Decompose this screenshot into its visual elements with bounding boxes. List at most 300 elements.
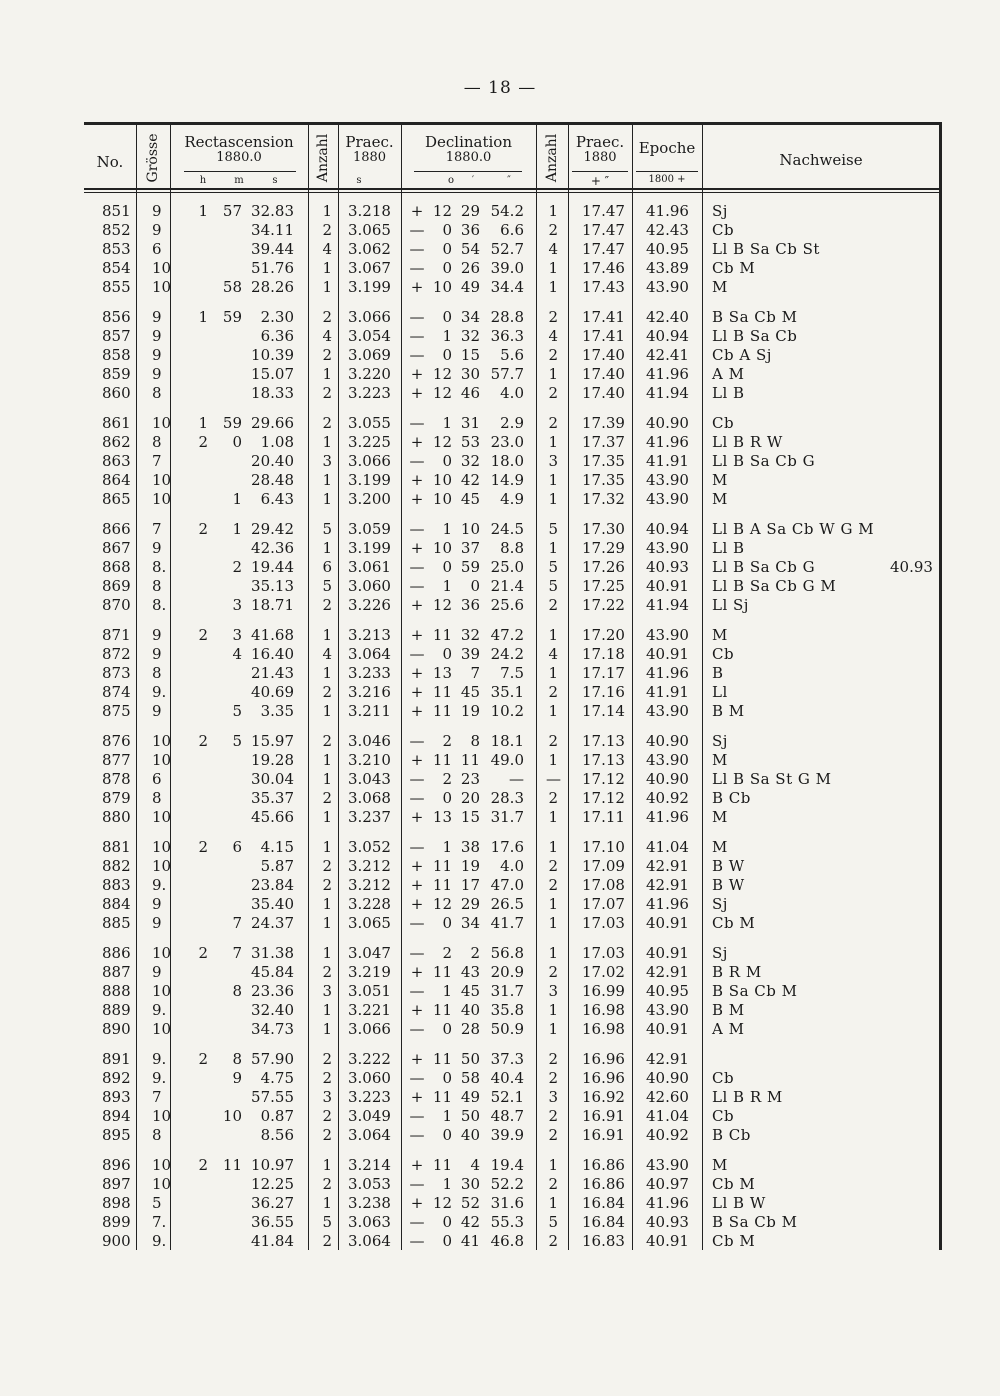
cell-references: Ll B R W — [712, 433, 783, 451]
cell-decl-degrees: 0 — [442, 346, 452, 364]
cell-decl-count: 1 — [548, 626, 558, 644]
cell-epoch: 41.04 — [646, 838, 689, 856]
cell-decl-sign: + — [410, 1088, 424, 1106]
cell-decl-precession: 16.99 — [582, 982, 625, 1000]
table-row — [84, 558, 942, 577]
cell-decl-minutes: 19 — [460, 702, 480, 720]
cell-decl-sign: + — [410, 664, 424, 682]
table-row — [84, 278, 942, 297]
cell-magnitude: 9 — [152, 327, 162, 345]
cell-ra-seconds: 19.28 — [251, 751, 294, 769]
cell-decl-precession: 17.16 — [582, 683, 625, 701]
cell-magnitude: 9 — [152, 539, 162, 557]
cell-ra-seconds: 35.13 — [251, 577, 294, 595]
cell-epoch: 43.90 — [646, 751, 689, 769]
cell-star-number: 852 — [102, 221, 131, 239]
cell-decl-sign: + — [410, 702, 424, 720]
cell-decl-minutes: 54 — [460, 240, 480, 258]
cell-ra-seconds: 41.68 — [251, 626, 294, 644]
cell-ra-minutes: 0 — [232, 433, 242, 451]
cell-decl-precession: 17.02 — [582, 963, 625, 981]
cell-epoch: 43.90 — [646, 471, 689, 489]
cell-decl-degrees: 0 — [442, 914, 452, 932]
cell-decl-minutes: 42 — [460, 471, 480, 489]
cell-decl-precession: 17.11 — [582, 808, 625, 826]
cell-epoch: 42.60 — [646, 1088, 689, 1106]
cell-decl-sign: + — [410, 1050, 424, 1068]
cell-references: B — [712, 664, 724, 682]
cell-ra-count: 1 — [322, 1156, 332, 1174]
cell-ra-seconds: 15.07 — [251, 365, 294, 383]
cell-epoch: 42.91 — [646, 963, 689, 981]
cell-decl-degrees: 11 — [432, 751, 452, 769]
table-top-rule — [84, 122, 942, 125]
cell-magnitude: 9 — [152, 221, 162, 239]
cell-ra-count: 4 — [322, 327, 332, 345]
cell-decl-seconds: 57.7 — [490, 365, 524, 383]
cell-star-number: 884 — [102, 895, 131, 913]
cell-decl-count: 1 — [548, 1194, 558, 1212]
cell-ra-seconds: 10.97 — [251, 1156, 294, 1174]
cell-star-number: 851 — [102, 202, 131, 220]
cell-ra-minutes: 58 — [222, 278, 242, 296]
cell-ra-precession: 3.238 — [348, 1194, 391, 1212]
cell-ra-count: 4 — [322, 645, 332, 663]
cell-ra-seconds: 30.04 — [251, 770, 294, 788]
cell-epoch: 42.41 — [646, 346, 689, 364]
cell-decl-seconds: 21.4 — [490, 577, 524, 595]
cell-magnitude: 10 — [152, 1156, 172, 1174]
cell-ra-hours: 2 — [198, 626, 208, 644]
cell-magnitude: 9. — [152, 1232, 167, 1250]
cell-decl-minutes: 38 — [460, 838, 480, 856]
cell-decl-sign: — — [409, 1175, 425, 1193]
table-row — [84, 1088, 942, 1107]
cell-decl-sign: + — [410, 490, 424, 508]
cell-decl-count: 4 — [548, 645, 558, 663]
cell-epoch: 43.90 — [646, 539, 689, 557]
cell-decl-count: 1 — [548, 490, 558, 508]
header-bottom-rule — [84, 188, 942, 190]
cell-decl-sign: — — [409, 1213, 425, 1231]
cell-epoch: 41.96 — [646, 202, 689, 220]
cell-star-number: 880 — [102, 808, 131, 826]
cell-ra-minutes: 5 — [232, 732, 242, 750]
cell-ra-precession: 3.210 — [348, 751, 391, 769]
cell-decl-sign: — — [409, 732, 425, 750]
epoche-sub-rule — [636, 171, 698, 172]
cell-star-number: 879 — [102, 789, 131, 807]
decl-sub-rule — [414, 171, 522, 172]
cell-decl-sign: + — [410, 808, 424, 826]
cell-ra-seconds: 20.40 — [251, 452, 294, 470]
header-epoche-unit: 1800 + — [648, 174, 686, 185]
cell-decl-seconds: 8.8 — [500, 539, 524, 557]
cell-ra-minutes: 59 — [222, 308, 242, 326]
cell-decl-minutes: 23 — [460, 770, 480, 788]
cell-ra-count: 1 — [322, 751, 332, 769]
cell-ra-minutes: 8 — [232, 982, 242, 1000]
cell-star-number: 897 — [102, 1175, 131, 1193]
table-row — [84, 1107, 942, 1126]
cell-decl-degrees: 11 — [432, 876, 452, 894]
cell-magnitude: 9 — [152, 202, 162, 220]
cell-ra-count: 4 — [322, 240, 332, 258]
cell-ra-minutes: 3 — [232, 626, 242, 644]
cell-decl-sign: — — [409, 1020, 425, 1038]
cell-star-number: 857 — [102, 327, 131, 345]
cell-ra-precession: 3.051 — [348, 982, 391, 1000]
cell-ra-minutes: 2 — [232, 558, 242, 576]
cell-decl-sign: — — [409, 645, 425, 663]
cell-ra-seconds: 0.87 — [260, 1107, 294, 1125]
cell-references: Ll B — [712, 384, 745, 402]
cell-references: M — [712, 838, 728, 856]
cell-epoch: 40.92 — [646, 789, 689, 807]
cell-decl-minutes: 41 — [460, 1232, 480, 1250]
cell-magnitude: 7 — [152, 1088, 162, 1106]
cell-ra-seconds: 6.43 — [260, 490, 294, 508]
cell-decl-precession: 17.13 — [582, 732, 625, 750]
cell-decl-minutes: 34 — [460, 308, 480, 326]
cell-star-number: 855 — [102, 278, 131, 296]
table-row — [84, 259, 942, 278]
cell-decl-sign: + — [410, 857, 424, 875]
cell-magnitude: 6 — [152, 240, 162, 258]
cell-decl-minutes: 29 — [460, 895, 480, 913]
cell-ra-precession: 3.052 — [348, 838, 391, 856]
cell-ra-precession: 3.046 — [348, 732, 391, 750]
cell-ra-count: 2 — [322, 1126, 332, 1144]
cell-decl-count: — — [546, 770, 561, 788]
cell-decl-degrees: 12 — [432, 365, 452, 383]
table-row — [84, 1194, 942, 1213]
cell-decl-seconds: 55.3 — [490, 1213, 524, 1231]
cell-decl-minutes: 17 — [460, 876, 480, 894]
cell-decl-seconds: 24.5 — [490, 520, 524, 538]
cell-ra-precession: 3.212 — [348, 876, 391, 894]
cell-star-number: 854 — [102, 259, 131, 277]
cell-decl-precession: 17.12 — [582, 789, 625, 807]
cell-ra-count: 1 — [322, 626, 332, 644]
cell-ra-seconds: 45.66 — [251, 808, 294, 826]
cell-star-number: 883 — [102, 876, 131, 894]
cell-decl-sign: — — [409, 789, 425, 807]
cell-ra-hours: 1 — [198, 202, 208, 220]
cell-decl-sign: — — [409, 982, 425, 1000]
cell-decl-precession: 17.29 — [582, 539, 625, 557]
cell-ra-count: 1 — [322, 539, 332, 557]
cell-decl-seconds: 25.0 — [490, 558, 524, 576]
cell-ra-seconds: 28.26 — [251, 278, 294, 296]
cell-ra-minutes: 1 — [232, 490, 242, 508]
cell-star-number: 853 — [102, 240, 131, 258]
cell-decl-precession: 17.46 — [582, 259, 625, 277]
cell-ra-seconds: 12.25 — [251, 1175, 294, 1193]
cell-epoch: 41.96 — [646, 1194, 689, 1212]
cell-references: M — [712, 751, 728, 769]
header-praec-ra-unit: s — [356, 175, 362, 186]
header-praec-ra: Praec. — [345, 133, 394, 151]
ra-sub-rule — [184, 171, 296, 172]
cell-star-number: 882 — [102, 857, 131, 875]
cell-epoch: 41.94 — [646, 596, 689, 614]
cell-decl-degrees: 0 — [442, 1213, 452, 1231]
cell-decl-minutes: 45 — [460, 982, 480, 1000]
cell-ra-hours: 1 — [198, 308, 208, 326]
cell-ra-seconds: 34.73 — [251, 1020, 294, 1038]
cell-ra-count: 2 — [322, 1175, 332, 1193]
cell-epoch: 41.91 — [646, 683, 689, 701]
cell-decl-seconds: 2.9 — [500, 414, 524, 432]
cell-references: Ll B Sa Cb St — [712, 240, 820, 258]
cell-magnitude: 7. — [152, 1213, 167, 1231]
cell-decl-degrees: 11 — [432, 963, 452, 981]
cell-references: M — [712, 278, 728, 296]
cell-ra-seconds: 6.36 — [260, 327, 294, 345]
cell-references: B R M — [712, 963, 762, 981]
table-row — [84, 308, 942, 327]
cell-decl-seconds: — — [509, 770, 524, 788]
cell-epoch: 41.96 — [646, 664, 689, 682]
table-row — [84, 202, 942, 221]
table-row — [84, 1020, 942, 1039]
cell-references: Sj — [712, 732, 728, 750]
cell-magnitude: 10 — [152, 808, 172, 826]
header-decl-epoch: 1880.0 — [445, 150, 492, 165]
cell-decl-degrees: 11 — [432, 1156, 452, 1174]
cell-ra-count: 1 — [322, 259, 332, 277]
cell-references: Ll Sj — [712, 596, 749, 614]
cell-decl-count: 4 — [548, 240, 558, 258]
cell-magnitude: 7 — [152, 452, 162, 470]
cell-epoch: 40.90 — [646, 1069, 689, 1087]
cell-ra-seconds: 31.38 — [251, 944, 294, 962]
cell-decl-minutes: 26 — [460, 259, 480, 277]
cell-decl-count: 1 — [548, 1001, 558, 1019]
cell-magnitude: 8 — [152, 1126, 162, 1144]
cell-magnitude: 8 — [152, 384, 162, 402]
cell-decl-sign: + — [410, 433, 424, 451]
cell-references: B Sa Cb M — [712, 308, 798, 326]
cell-decl-minutes: 50 — [460, 1050, 480, 1068]
header-epoche: Epoche — [638, 139, 696, 157]
cell-star-number: 881 — [102, 838, 131, 856]
cell-magnitude: 10 — [152, 1175, 172, 1193]
cell-epoch: 41.96 — [646, 433, 689, 451]
cell-star-number: 860 — [102, 384, 131, 402]
cell-references: Ll B W — [712, 1194, 766, 1212]
cell-magnitude: 10 — [152, 751, 172, 769]
cell-ra-seconds: 29.66 — [251, 414, 294, 432]
cell-decl-seconds: 4.0 — [500, 857, 524, 875]
table-row — [84, 520, 942, 539]
cell-epoch: 41.96 — [646, 895, 689, 913]
cell-decl-minutes: 20 — [460, 789, 480, 807]
table-row — [84, 384, 942, 403]
cell-decl-minutes: 4 — [470, 1156, 480, 1174]
cell-ra-hours: 2 — [198, 944, 208, 962]
cell-decl-minutes: 15 — [460, 346, 480, 364]
cell-ra-count: 2 — [322, 683, 332, 701]
cell-decl-degrees: 12 — [432, 433, 452, 451]
cell-decl-precession: 17.26 — [582, 558, 625, 576]
cell-epoch: 41.96 — [646, 808, 689, 826]
cell-decl-precession: 16.98 — [582, 1001, 625, 1019]
cell-decl-minutes: 7 — [470, 664, 480, 682]
cell-ra-precession: 3.053 — [348, 1175, 391, 1193]
cell-magnitude: 8 — [152, 664, 162, 682]
cell-magnitude: 7 — [152, 520, 162, 538]
star-catalog-table — [84, 122, 942, 1250]
cell-ra-seconds: 28.48 — [251, 471, 294, 489]
cell-decl-sign: — — [409, 308, 425, 326]
cell-decl-seconds: 23.0 — [490, 433, 524, 451]
cell-references: B Cb — [712, 789, 751, 807]
cell-ra-minutes: 8 — [232, 1050, 242, 1068]
cell-references: M — [712, 471, 728, 489]
cell-decl-seconds: 39.9 — [490, 1126, 524, 1144]
table-row — [84, 539, 942, 558]
cell-decl-degrees: 11 — [432, 1050, 452, 1068]
cell-epoch: 43.90 — [646, 278, 689, 296]
cell-magnitude: 10 — [152, 278, 172, 296]
table-row — [84, 414, 942, 433]
cell-decl-sign: + — [410, 1156, 424, 1174]
cell-decl-sign: + — [410, 278, 424, 296]
cell-decl-precession: 17.41 — [582, 308, 625, 326]
cell-references: B Cb — [712, 1126, 751, 1144]
cell-decl-precession: 16.91 — [582, 1126, 625, 1144]
cell-ra-count: 2 — [322, 1069, 332, 1087]
cell-references: M — [712, 808, 728, 826]
cell-decl-count: 1 — [548, 278, 558, 296]
cell-decl-sign: + — [410, 895, 424, 913]
cell-ra-hours: 1 — [198, 414, 208, 432]
table-row — [84, 1001, 942, 1020]
cell-decl-seconds: 14.9 — [490, 471, 524, 489]
cell-decl-minutes: 0 — [470, 577, 480, 595]
cell-decl-precession: 17.43 — [582, 278, 625, 296]
cell-ra-hours: 2 — [198, 433, 208, 451]
cell-epoch: 40.91 — [646, 914, 689, 932]
cell-references: B Sa Cb M — [712, 1213, 798, 1231]
cell-decl-count: 1 — [548, 702, 558, 720]
table-row — [84, 944, 942, 963]
cell-star-number: 862 — [102, 433, 131, 451]
cell-decl-degrees: 0 — [442, 1232, 452, 1250]
cell-decl-count: 2 — [548, 1107, 558, 1125]
cell-references: Cb — [712, 221, 735, 239]
cell-ra-count: 1 — [322, 664, 332, 682]
cell-magnitude: 9 — [152, 346, 162, 364]
table-row — [84, 963, 942, 982]
cell-decl-count: 2 — [548, 1069, 558, 1087]
cell-ra-seconds: 10.39 — [251, 346, 294, 364]
cell-references: B Sa Cb M — [712, 982, 798, 1000]
cell-star-number: 872 — [102, 645, 131, 663]
cell-decl-sign: — — [409, 1232, 425, 1250]
cell-decl-count: 2 — [548, 1175, 558, 1193]
cell-star-number: 869 — [102, 577, 131, 595]
header-no: No. — [96, 153, 124, 171]
cell-ra-precession: 3.233 — [348, 664, 391, 682]
cell-decl-seconds: 17.6 — [490, 838, 524, 856]
cell-ra-count: 1 — [322, 202, 332, 220]
cell-references: Ll B Sa Cb — [712, 327, 798, 345]
table-row — [84, 770, 942, 789]
cell-epoch: 43.90 — [646, 702, 689, 720]
cell-magnitude: 9 — [152, 895, 162, 913]
cell-decl-precession: 17.10 — [582, 838, 625, 856]
cell-decl-precession: 17.35 — [582, 471, 625, 489]
cell-epoch: 43.90 — [646, 490, 689, 508]
cell-decl-degrees: 12 — [432, 384, 452, 402]
cell-decl-sign: + — [410, 202, 424, 220]
cell-references: Cb M — [712, 259, 756, 277]
cell-decl-precession: 16.86 — [582, 1175, 625, 1193]
cell-decl-count: 2 — [548, 308, 558, 326]
cell-decl-count: 1 — [548, 664, 558, 682]
cell-decl-seconds: 26.5 — [490, 895, 524, 913]
cell-decl-precession: 16.91 — [582, 1107, 625, 1125]
cell-decl-count: 1 — [548, 751, 558, 769]
cell-ra-precession: 3.211 — [348, 702, 391, 720]
table-row — [84, 1050, 942, 1069]
cell-ra-count: 1 — [322, 490, 332, 508]
cell-decl-seconds: 48.7 — [490, 1107, 524, 1125]
cell-decl-count: 1 — [548, 202, 558, 220]
cell-ra-count: 1 — [322, 914, 332, 932]
cell-decl-precession: 16.83 — [582, 1232, 625, 1250]
cell-star-number: 878 — [102, 770, 131, 788]
cell-ra-seconds: 5.87 — [260, 857, 294, 875]
cell-decl-seconds: 56.8 — [490, 944, 524, 962]
cell-star-number: 870 — [102, 596, 131, 614]
cell-references: Cb — [712, 1069, 735, 1087]
cell-ra-minutes: 1 — [232, 520, 242, 538]
cell-decl-degrees: 10 — [432, 278, 452, 296]
cell-star-number: 871 — [102, 626, 131, 644]
cell-decl-seconds: 34.4 — [490, 278, 524, 296]
table-row — [84, 702, 942, 721]
cell-decl-seconds: 52.7 — [490, 240, 524, 258]
cell-references: Cb A Sj — [712, 346, 772, 364]
cell-ra-seconds: 45.84 — [251, 963, 294, 981]
cell-magnitude: 9 — [152, 702, 162, 720]
cell-ra-seconds: 8.56 — [260, 1126, 294, 1144]
cell-ra-seconds: 3.35 — [260, 702, 294, 720]
cell-epoch: 42.91 — [646, 1050, 689, 1068]
cell-ra-precession: 3.199 — [348, 539, 391, 557]
cell-ra-seconds: 18.33 — [251, 384, 294, 402]
cell-decl-seconds: 10.2 — [490, 702, 524, 720]
cell-decl-seconds: 49.0 — [490, 751, 524, 769]
cell-ra-precession: 3.067 — [348, 259, 391, 277]
cell-decl-minutes: 19 — [460, 857, 480, 875]
cell-decl-degrees: 1 — [442, 1175, 452, 1193]
cell-magnitude: 9 — [152, 626, 162, 644]
cell-ra-precession: 3.047 — [348, 944, 391, 962]
cell-decl-precession: 17.20 — [582, 626, 625, 644]
cell-ra-minutes: 3 — [232, 596, 242, 614]
cell-decl-degrees: 11 — [432, 1001, 452, 1019]
cell-decl-degrees: 1 — [442, 414, 452, 432]
praec-sub-rule — [572, 171, 628, 172]
table-row — [84, 645, 942, 664]
cell-decl-sign: + — [410, 876, 424, 894]
cell-ra-seconds: 4.75 — [260, 1069, 294, 1087]
